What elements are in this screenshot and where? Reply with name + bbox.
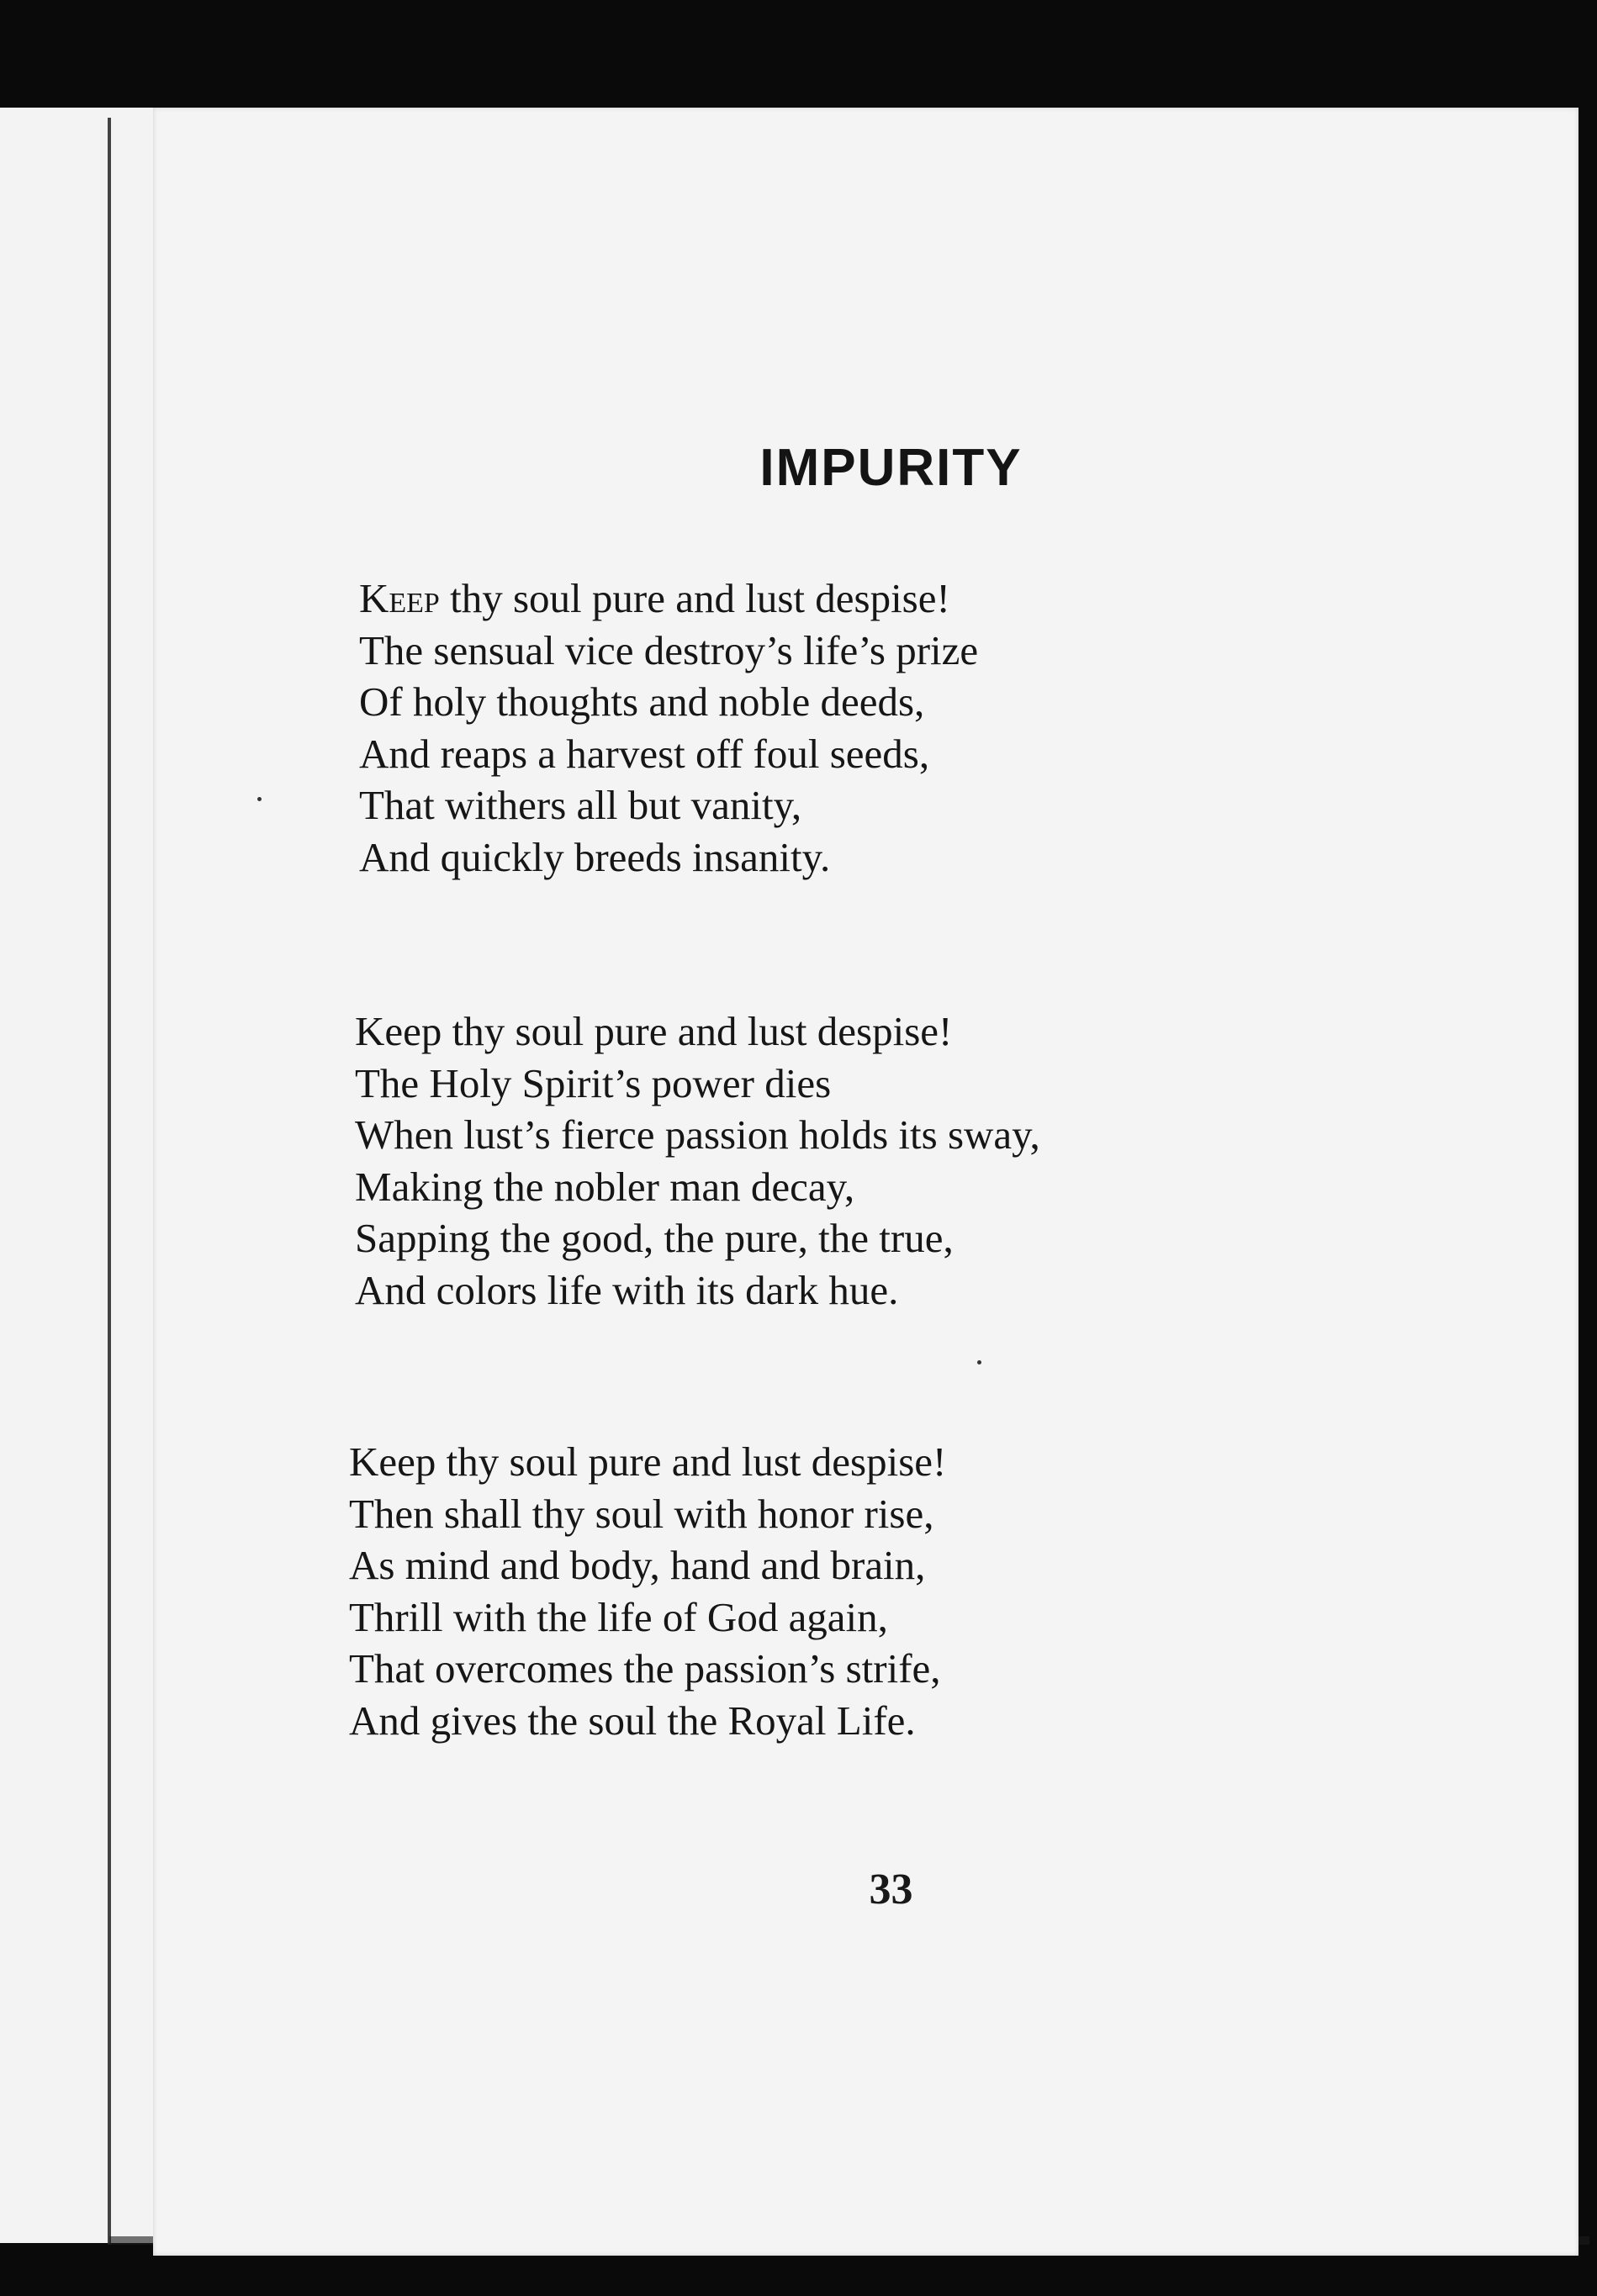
verse-line: And colors life with its dark hue. [355,1266,899,1313]
verse-line: Thrill with the life of God again, [349,1593,888,1640]
verse-line: Then shall thy soul with honor rise, [349,1490,934,1537]
binding-gutter [108,118,111,2245]
verse-line: Of holy thoughts and noble deeds, [359,678,925,725]
facing-page-edge [0,108,156,2243]
verse-line: And gives the soul the Royal Life. [349,1697,916,1744]
verse-line: When lust’s fierce passion holds its sway, [355,1111,1040,1158]
book-page [153,108,1578,2256]
verse-line-rest: thy soul pure and lust despise! [439,575,950,621]
verse-line: And reaps a harvest off foul seeds, [359,730,930,777]
verse-line: Making the nobler man decay, [355,1163,855,1210]
verse-line: As mind and body, hand and brain, [349,1542,926,1588]
stanza-3 [349,1436,946,1746]
page-number: 33 [869,1866,913,1913]
drop-word: Keep [359,575,440,621]
verse-line: Keep thy soul pure and lust despise! [349,1438,947,1485]
scan-speck [257,797,262,801]
verse-line: That overcomes the passion’s strife, [349,1645,941,1692]
verse-line: That withers all but vanity, [359,782,802,828]
verse-line: The Holy Spirit’s power dies [355,1059,832,1106]
verse-line: The sensual vice destroy’s life’s prize [359,626,979,673]
stanza-2 [355,1005,1040,1316]
poem-title: IMPURITY [759,439,1023,497]
stanza-1 [359,573,978,883]
verse-line: Keep thy soul pure and lust despise! [355,1008,953,1054]
verse-line: Sapping the good, the pure, the true, [355,1215,954,1261]
scan-speck [977,1360,981,1364]
verse-line [359,573,978,625]
verse-line: And quickly breeds insanity. [359,833,831,880]
